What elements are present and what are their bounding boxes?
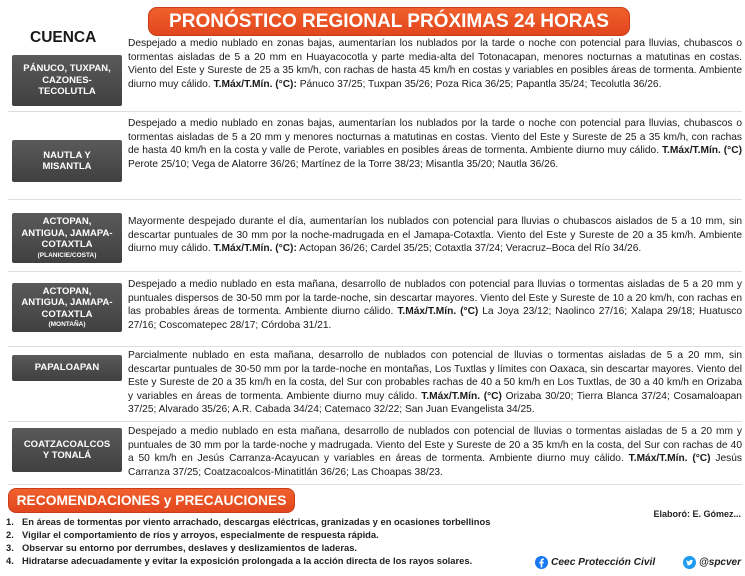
region-name-line: ANTIGUA, JAMAPA- [21, 297, 113, 309]
forecast-description: Despejado a medio nublado en zonas bajas, aumentarían los nublados por la tarde o noche con potencial para lluvias, chubascos o tormentas aisladas de 5 a 20 mm en Huayacocotla y parte media-alta del Totonacapan, menores nocturnas a matutinas en costas. Viento del Este y Sureste de 25 a 35 km/h, con rachas de hasta 45 km/h en costas y variables en posibles áreas de tormenta. Ambiente diurno muy cálido. [128, 38, 742, 90]
section-divider [8, 484, 742, 485]
region-zone-label: (PLANICIE/COSTA) [37, 251, 97, 259]
region-name-line: ACTOPAN, [42, 216, 92, 228]
region-name-line: NAUTLA Y [43, 149, 91, 161]
section-divider [8, 271, 742, 272]
recommendation-item [0, 541, 520, 554]
twitter-link[interactable] [683, 555, 741, 569]
twitter-icon [683, 556, 696, 569]
facebook-icon [535, 556, 548, 569]
temperature-label: T.Máx/T.Mín. (°C) [421, 390, 502, 402]
region-name-line: COATZACOALCOS [23, 438, 111, 450]
page-title: PRONÓSTICO REGIONAL PRÓXIMAS 24 HORAS [169, 10, 609, 32]
recommendation-item [0, 528, 520, 541]
recommendation-text: Observar su entorno por derrumbes, deslaves y deslizamientos de laderas. [22, 542, 358, 553]
recommendation-text: En áreas de tormentas por viento arrachado, descargas eléctricas, granizadas y en ocasiones torbellinos [22, 516, 491, 527]
twitter-label: @spcver [699, 556, 741, 568]
section-divider [8, 111, 742, 112]
region-name-line: PÁNUCO, TUXPAN, [23, 63, 111, 75]
region-label-actopan-costa [12, 213, 122, 263]
region-name-line: COTAXTLA [41, 239, 93, 251]
region-label-coatzacoalcos [12, 428, 122, 472]
region-name-line: MISANTLA [42, 161, 92, 172]
recommendations-banner [8, 488, 295, 513]
forecast-description: Despejado a medio nublado en esta mañana, desarrollo de nublados con potencial de lluvias o tormentas aisladas de 5 a 20 mm y puntuales de 30 mm por la tarde-noche y madrugada. Viento del Este y Sureste de 20 a 35 km/h en la costa, del Sur con rachas de 40 a 50 km/h en Jesús Carranza-Acayucan y variables en áreas de tormenta. Ambiente diurno muy cálido. [128, 426, 742, 465]
region-name-line: Y TONALÁ [42, 450, 92, 461]
temperature-label: T.Máx/T.Mín. (°C) [628, 453, 711, 465]
temperature-label: T.Máx/T.Mín. (°C): [213, 243, 297, 255]
forecast-text-panuco [128, 37, 742, 91]
region-label-nautla [12, 140, 122, 182]
facebook-link[interactable] [535, 555, 655, 569]
section-divider [8, 421, 742, 422]
recommendation-number: 1. [6, 516, 14, 527]
forecast-text-nautla [128, 117, 742, 171]
forecast-text-coatzacoalcos [128, 425, 742, 479]
forecast-description: Despejado a medio nublado en esta mañana, desarrollo de nublados con potencial para lluvias o tormentas aisladas de 5 a 20 mm y puntuales dispersos de 30-50 mm por la tarde-noche, sin descartar mayores. Viento del Este y Sureste de 10 a 20 km/h, con rachas en las probables áreas de tormenta. Ambiente diurno cálido. [128, 279, 742, 318]
section-divider [8, 199, 742, 200]
forecast-text-papaloapan [128, 349, 742, 417]
recommendation-item [0, 515, 520, 528]
recommendation-text: Hidratarse adecuadamente y evitar la exposición prolongada a la acción directa de los rayos solares. [22, 555, 473, 566]
forecast-text-actopan-montana [128, 278, 742, 332]
region-name-line: PAPALOAPAN [34, 362, 100, 374]
forecast-description: Despejado a medio nublado en zonas bajas, aumentarían los nublados por la tarde o noche con potencial para lluvias, chubascos o tormentas aisladas de 5 a 20 mm y menores nocturnas a matutinas en costas. Viento del Este y Sureste de 25 a 35 km/h, con rachas de hasta 40 km/h en la costa y valle de Perote, variables en posibles áreas de tormenta. Ambiente diurno muy cálido. [128, 118, 742, 157]
temperature-values: La Joya 23/12; Naolinco 27/16; Xalapa 29/18; Huatusco 27/16; Coscomatepec 28/17; Córdoba 31/21. [128, 306, 742, 331]
temperature-values: Jesús Carranza 37/25; Coatzacoalcos-Minatitlán 36/26; Las Choapas 38/23. [128, 453, 742, 478]
recommendation-item [0, 554, 520, 567]
temperature-values: Orizaba 30/20; Tierra Blanca 37/24; Cosamaloapan 37/25; Alvarado 35/26; A.R. Cabada 34/24; Catemaco 32/22; San Juan Evangelista 34/25. [128, 390, 742, 416]
recommendations-list [0, 515, 520, 567]
region-name-line: TECOLUTLA [38, 86, 96, 98]
region-label-papaloapan [12, 355, 122, 381]
region-name-line: ACTOPAN, [42, 285, 92, 297]
facebook-label: Ceec Protección Civil [551, 556, 656, 568]
title-banner [148, 7, 630, 36]
recommendations-title: RECOMENDACIONES y PRECAUCIONES [16, 493, 287, 508]
forecast-description: Parcialmente nublado en esta mañana, desarrollo de nublados con potencial de lluvias o tormentas aisladas de 5 a 20 mm, sin descartar puntuales de 30-50 mm por la tarde-noche en montañas, Los Tuxtlas y límites con Oaxaca, sin descartar mayores. Viento del Este y Sureste de 20 a 35 km/h en la costa, del Sur con probables rachas de 40 a 50 km/h en Los Tuxtlas, de 30 a 40 km/h en Orizaba y variables en áreas de tormenta. Ambiente diurno muy cálido. [128, 350, 742, 402]
region-name-line: CAZONES- [42, 74, 92, 86]
temperature-label: T.Máx/T.Mín. (°C) [661, 145, 742, 157]
recommendation-text: Vigilar el comportamiento de ríos y arroyos, especialmente de respuesta rápida. [22, 529, 379, 540]
column-heading: CUENCA [30, 29, 97, 46]
recommendation-number: 3. [6, 542, 14, 553]
temperature-values: Perote 25/10; Vega de Alatorre 36/26; Martínez de la Torre 38/23; Misantla 35/20; Nautla 36/26. [128, 158, 559, 170]
section-divider [8, 346, 742, 347]
region-label-panuco [12, 55, 122, 106]
temperature-values: Pánuco 37/25; Tuxpan 35/26; Poza Rica 36/25; Papantla 35/24; Tecolutla 36/26. [299, 78, 662, 90]
recommendation-number: 2. [6, 529, 14, 540]
author-credit: Elaboró: E. Gómez... [653, 509, 741, 519]
region-zone-label: (MONTAÑA) [48, 321, 86, 329]
temperature-values: Actopan 36/26; Cardel 35/25; Cotaxtla 37/24; Veracruz–Boca del Río 34/26. [299, 243, 642, 255]
forecast-text-actopan-costa [128, 215, 742, 256]
temperature-label: T.Máx/T.Mín. (°C) [397, 306, 479, 318]
recommendation-number: 4. [6, 555, 14, 566]
forecast-description: Mayormente despejado durante el día, aumentarían los nublados con potencial para lluvias o chubascos aislados de 5 a 10 mm, sin descartar puntuales de 30 mm por la noche-madrugada en el Jamapa-Cotaxtla. Viento del Este y Sureste de 20 a 35 km/h. Ambiente diurno muy cálido. [128, 216, 742, 255]
region-name-line: ANTIGUA, JAMAPA- [21, 227, 113, 239]
region-name-line: COTAXTLA [41, 308, 93, 320]
region-label-actopan-montana [12, 283, 122, 332]
temperature-label: T.Máx/T.Mín. (°C): [213, 78, 297, 90]
